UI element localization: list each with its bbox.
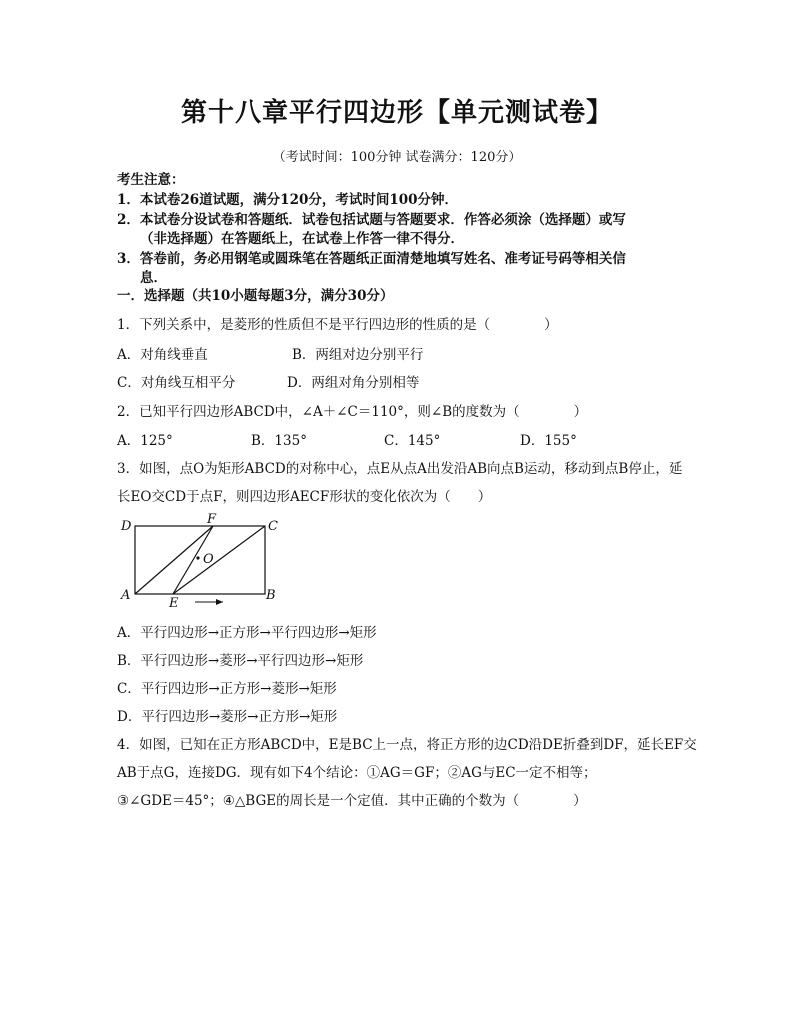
rectangle-figure <box>115 510 285 610</box>
question-4-stem-line-1: 4．如图，已知在正方形ABCD中，E是BC上一点，将正方形的边CD沿DE折叠到DF，延长EF交 <box>117 737 697 753</box>
label-b: B <box>266 588 276 603</box>
question-3-option-c[interactable]: C．平行四边形→正方形→菱形→矩形 <box>117 681 337 697</box>
label-f: F <box>207 512 217 527</box>
question-3-option-d[interactable]: D．平行四边形→菱形→正方形→矩形 <box>117 709 338 725</box>
label-a: A <box>121 588 131 603</box>
question-2-option-b[interactable]: B．135° <box>251 433 307 449</box>
question-3-stem-line-2: 长EO交CD于点F，则四边形AECF形状的变化依次为（ ） <box>117 489 492 505</box>
question-2-option-c[interactable]: C．145° <box>384 433 441 449</box>
notes-heading: 考生注意： <box>117 172 185 188</box>
question-4-stem-line-2: AB于点G，连接DG．现有如下4个结论：①AG＝GF；②AG与EC一定不相等； <box>117 765 597 781</box>
question-1-stem: 1．下列关系中，是菱形的性质但不是平行四边形的性质的是（ ） <box>117 317 558 333</box>
note-3-line-2: 息． <box>140 270 167 286</box>
question-1-option-b[interactable]: B．两组对边分别平行 <box>292 347 424 363</box>
segment-ec <box>173 526 265 594</box>
center-point-o <box>196 556 199 559</box>
note-2-line-1: 2．本试卷分设试卷和答题纸．试卷包括试题与答题要求．作答必须涂（选择题）或写 <box>117 212 626 228</box>
label-d: D <box>121 519 132 534</box>
question-1-option-a[interactable]: A．对角线垂直 <box>117 347 208 363</box>
note-3-line-1: 3．答卷前，务必用钢笔或圆珠笔在答题纸正面清楚地填写姓名、准考证号码等相关信 <box>117 251 626 267</box>
question-2-option-d[interactable]: D．155° <box>520 433 577 449</box>
question-1-option-d[interactable]: D．两组对角分别相等 <box>287 375 420 391</box>
question-4-stem-line-3: ③∠GDE＝45°；④△BGE的周长是一个定值．其中正确的个数为（ ） <box>117 793 587 809</box>
question-3-option-b[interactable]: B．平行四边形→菱形→平行四边形→矩形 <box>117 653 364 669</box>
note-2-line-2: （非选择题）在答题纸上，在试卷上作答一律不得分． <box>140 231 464 247</box>
segment-af <box>135 526 213 594</box>
section-heading: 一．选择题（共10小题每题3分，满分30分） <box>117 288 394 304</box>
label-c: C <box>268 519 278 534</box>
question-2-option-a[interactable]: A．125° <box>117 433 173 449</box>
question-1-option-c[interactable]: C．对角线互相平分 <box>117 375 236 391</box>
question-2-stem: 2．已知平行四边形ABCD中，∠A＋∠C＝110°，则∠B的度数为（ ） <box>117 404 588 420</box>
arrow-head <box>216 599 223 605</box>
note-1: 1．本试卷26道试题，满分120分，考试时间100分钟． <box>117 192 459 208</box>
label-o: O <box>203 552 214 567</box>
exam-info: （考试时间：100分钟 试卷满分：120分） <box>272 150 522 165</box>
rectangle-abcd <box>135 526 265 594</box>
page-title: 第十八章平行四边形【单元测试卷】 <box>180 98 613 128</box>
question-3-option-a[interactable]: A．平行四边形→正方形→平行四边形→矩形 <box>117 625 377 641</box>
question-3-stem-line-1: 3．如图，点O为矩形ABCD的对称中心，点E从点A出发沿AB向点B运动，移动到点B停止，延 <box>117 461 683 477</box>
label-e: E <box>169 596 179 610</box>
